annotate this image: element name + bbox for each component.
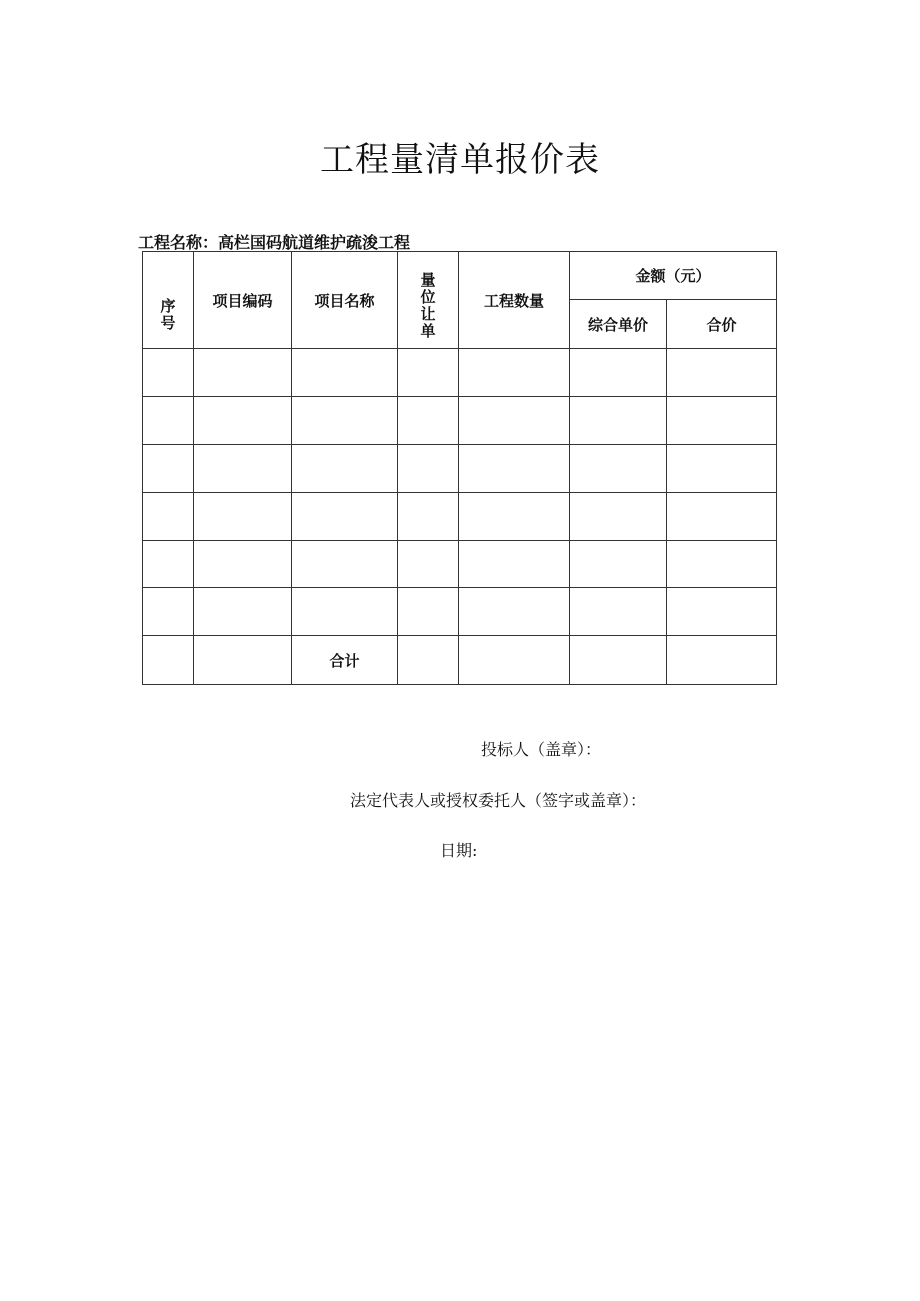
cell-unit-price (570, 588, 667, 636)
header-unit-char: 量 (420, 270, 436, 289)
cell-unit-price (570, 493, 667, 541)
date-line: 日期: (440, 841, 478, 860)
total-cell-unit-price (570, 636, 667, 685)
bill-of-quantities-table (142, 251, 777, 685)
cell-unit-price (570, 349, 667, 397)
cell-qty (459, 588, 570, 636)
cell-code (194, 588, 292, 636)
header-seq (143, 252, 194, 349)
table-row (143, 493, 777, 541)
header-total-price: 合价 (667, 300, 777, 349)
table-row (143, 397, 777, 445)
header-amount-group: 金额（元） (570, 252, 777, 300)
table-row (143, 588, 777, 636)
total-label: 合计 (292, 636, 398, 685)
cell-total (667, 349, 777, 397)
header-unit-char: 让 (420, 304, 436, 323)
header-unit (398, 252, 459, 349)
cell-qty (459, 397, 570, 445)
cell-code (194, 541, 292, 588)
project-name-line (138, 230, 410, 253)
cell-name (292, 493, 398, 541)
cell-total (667, 493, 777, 541)
cell-unit-price (570, 445, 667, 493)
project-name-label: 工程名称： (138, 233, 219, 252)
table-row (143, 445, 777, 493)
header-quantity: 工程数量 (459, 252, 570, 349)
cell-total (667, 397, 777, 445)
cell-name (292, 397, 398, 445)
cell-unit (398, 349, 459, 397)
total-cell-unit (398, 636, 459, 685)
total-row (143, 636, 777, 685)
cell-name (292, 541, 398, 588)
cell-unit (398, 541, 459, 588)
cell-qty (459, 493, 570, 541)
cell-seq (143, 445, 194, 493)
total-cell-qty (459, 636, 570, 685)
cell-qty (459, 349, 570, 397)
document-title: 工程量清单报价表 (320, 140, 600, 180)
cell-code (194, 397, 292, 445)
cell-unit (398, 397, 459, 445)
cell-total (667, 541, 777, 588)
table-row (143, 349, 777, 397)
representative-signature-line: 法定代表人或授权委托人（签字或盖章）： (350, 791, 647, 810)
cell-unit-price (570, 541, 667, 588)
cell-name (292, 588, 398, 636)
cell-seq (143, 541, 194, 588)
total-cell-code (194, 636, 292, 685)
header-seq-char: 号 (160, 314, 176, 332)
header-item-name: 项目名称 (292, 252, 398, 349)
cell-code (194, 493, 292, 541)
bidder-seal-line: 投标人（盖章）： (481, 740, 602, 759)
header-row-1 (143, 252, 777, 300)
cell-unit (398, 493, 459, 541)
cell-seq (143, 588, 194, 636)
cell-unit-price (570, 397, 667, 445)
header-item-code: 项目编码 (194, 252, 292, 349)
header-unit-char: 位 (420, 287, 436, 306)
cell-unit (398, 588, 459, 636)
cell-code (194, 445, 292, 493)
cell-total (667, 445, 777, 493)
cell-seq (143, 349, 194, 397)
header-unit-char: 单 (420, 321, 436, 340)
cell-total (667, 588, 777, 636)
cell-qty (459, 541, 570, 588)
total-cell-seq (143, 636, 194, 685)
cell-qty (459, 445, 570, 493)
cell-name (292, 445, 398, 493)
header-seq-char: 序 (160, 297, 176, 315)
table-row (143, 541, 777, 588)
project-name-value: 高栏国码航道维护疏浚工程 (218, 233, 411, 252)
cell-code (194, 349, 292, 397)
total-cell-total (667, 636, 777, 685)
cell-seq (143, 397, 194, 445)
cell-unit (398, 445, 459, 493)
cell-name (292, 349, 398, 397)
cell-seq (143, 493, 194, 541)
header-unit-price: 综合单价 (570, 300, 667, 349)
